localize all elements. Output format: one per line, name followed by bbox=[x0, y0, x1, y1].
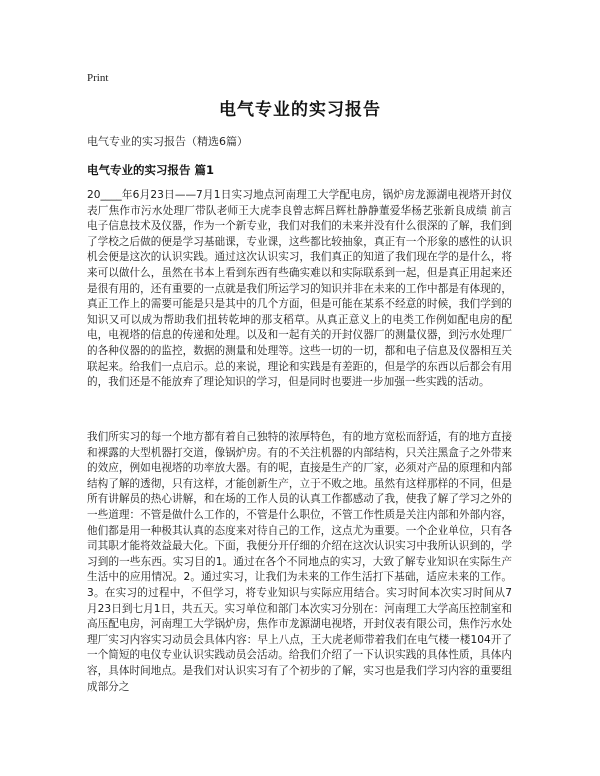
body-paragraph-2: 我们所实习的每一个地方都有着自己独特的浓厚特色，有的地方宽松而舒适，有的地方直接和裸露的大型机器打交道，像锅炉房。有的不关注机器的内部结构，只关注黑盒子之外带来的效应，例如电视塔的功率放大器。有的呢，直接是生产的厂家，必须对产品的原理和内部结构了解的透彻，只有这样，才能创新生产，立于不败之地。虽然有这样那样的不同，但是所有讲解员的热心讲解，和在场的工作人员的认真工作都感动了我，使我了解了学习之外的一些道理：不管是做什么工作的，不管是什么职位，不管工作性质是关注内部和外部内容，他们都是用一种极其认真的态度来对待自己的工作，这点尤为重要。一个企业单位，只有各司其职才能将效益最大化。下面，我便分开仔细的介绍在这次认识实习中我所认识到的，学习到的一些东西。实习目的1。通过在各个不同地点的实习，大致了解专业知识在实际生产生活中的应用情况。2。通过实习，让我们为未来的工作生活打下基础，适应未来的工作。3。在实习的过程中，不但学习，将专业知识与实际应用结合。实习时间本次实习时间从7月23日到七月1日，共五天。实习单位和部门本次实习分别在：河南理工大学高压控制室和高压配电房，河南理工大学锅炉房，焦作市龙源湖电视塔，开封仪表有限公司，焦作污水处理厂实习内容实习动员会具体内容：早上八点，王大虎老师带着我们在电气楼一楼104开了一个简短的电仪专业认识实践动员会活动。给我们介绍了一下认识实践的具体性质，具体内容，具体时间地点。是我们对认识实习有了个初步的了解，实习也是我们学习内容的重要组成部分之 bbox=[87, 431, 512, 693]
print-label: Print bbox=[87, 72, 109, 84]
section-heading: 电气专业的实习报告 篇1 bbox=[87, 163, 215, 177]
document-subtitle: 电气专业的实习报告（精选6篇） bbox=[87, 135, 248, 148]
body-paragraph-1: 20____年6月23日——7月1日实习地点河南理工大学配电房，锅炉房龙源湖电视塔开封仪表厂焦作市污水处理厂带队老师王大虎李良曾志辉吕辉杜静静董爱华杨艺张新良成绩 前言电子信息技术及仪器，作为一个新专业，我们对我们的未来并没有什么很深的了解，我们到了学校之后做的便是学习基础课，专业课，这些都比较抽象，真正有一个形象的感性的认识机会便是这次的认识实践。通过这次认识实习，我们真正的知道了我们现在学的是什么，将来可以做什么，虽然在书本上看到东西有些确实难以和实际联系到一起，但是真正用起来还是很有用的，还有重要的一点就是我们所运学习的知识并非在未来的工作中都是有体现的，真正工作上的需要可能是只是其中的几个方面，但是可能在某系不经意的时候，我们学到的知识又可以成为帮助我们扭转乾坤的那支稻草。从真正意义上的电类工作例如配电房的配电，电视塔的信息的传递和处理。以及和一起有关的开封仪器厂的测量仪器，到污水处理厂的各种仪器的的监控，数据的测量和处理等。这些一切的一切，都和电子信息及仪器相互关联起来。给我们一点启示。总的来说，理论和实践是有差距的，但是学的东西以后都会有用的，我们还是不能放弃了理论知识的学习，但是同时也要进一步加强一些实践的活动。 bbox=[87, 189, 512, 389]
document-title: 电气专业的实习报告 bbox=[219, 100, 381, 120]
